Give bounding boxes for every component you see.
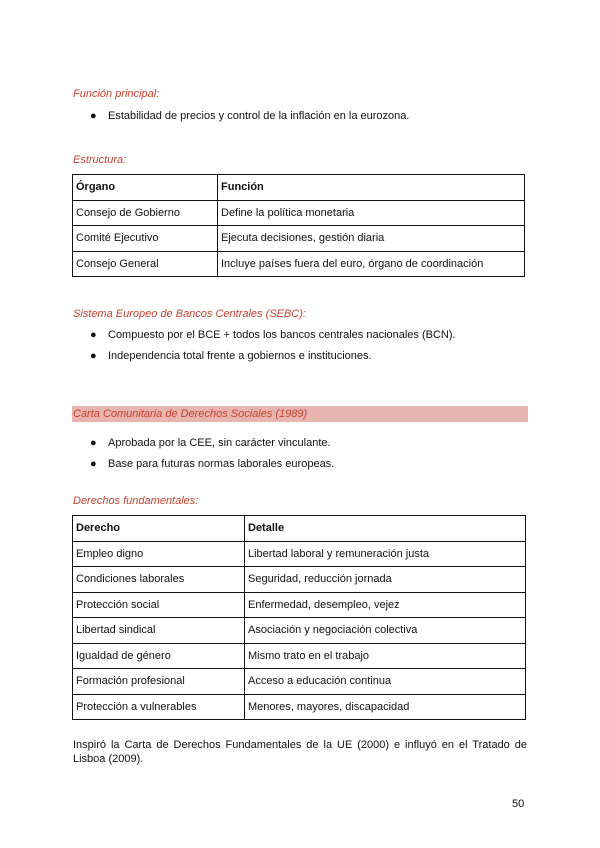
column-header: Función: [218, 175, 525, 201]
table-cell: Mismo trato en el trabajo: [245, 643, 526, 669]
table-cell: Formación profesional: [73, 669, 245, 695]
table-cell: Ejecuta decisiones, gestión diaria: [218, 226, 525, 252]
column-header: Detalle: [245, 516, 526, 542]
table-row: [73, 592, 526, 618]
closing-paragraph: Inspiró la Carta de Derechos Fundamentales de la UE (2000) e influyó en el Tratado de Lisboa (2009).: [73, 739, 527, 765]
list-item: ● Base para futuras normas laborales europeas.: [90, 458, 335, 470]
table-cell: Asociación y negociación colectiva: [245, 618, 526, 644]
table-cell: Libertad laboral y remuneración justa: [245, 541, 526, 567]
table-row: [73, 669, 526, 695]
bullet-icon: ●: [90, 329, 97, 341]
list-item: ● Independencia total frente a gobiernos e instituciones.: [90, 350, 372, 362]
bullet-icon: ●: [90, 437, 97, 449]
heading-carta-comunitaria: Carta Comunitaria de Derechos Sociales (1989): [72, 406, 528, 422]
table-cell: Incluye países fuera del euro, órgano de coordinación: [218, 251, 525, 277]
table-cell: Protección social: [73, 592, 245, 618]
table-row: [73, 541, 526, 567]
bullet-icon: ●: [90, 350, 97, 362]
table-estructura: [72, 174, 525, 277]
table-row: [73, 567, 526, 593]
table-cell: Define la política monetaria: [218, 200, 525, 226]
table-derechos: [72, 515, 526, 720]
heading-estructura: Estructura:: [73, 154, 127, 166]
table-cell: Igualdad de género: [73, 643, 245, 669]
column-header: Órgano: [73, 175, 218, 201]
list-item: ● Estabilidad de precios y control de la inflación en la eurozona.: [90, 110, 410, 122]
table-cell: Protección a vulnerables: [73, 694, 245, 720]
table-cell: Menores, mayores, discapacidad: [245, 694, 526, 720]
bullets-sebc: [90, 328, 456, 370]
table-cell: Consejo de Gobierno: [73, 200, 218, 226]
bullet-icon: ●: [90, 110, 97, 122]
table-cell: Consejo General: [73, 251, 218, 277]
table-cell: Condiciones laborales: [73, 567, 245, 593]
table-header-row: [73, 516, 526, 542]
page-number: 50: [512, 798, 525, 810]
table-row: [73, 694, 526, 720]
table-row: [73, 643, 526, 669]
table-cell: Acceso a educación continua: [245, 669, 526, 695]
table-cell: Enfermedad, desempleo, vejez: [245, 592, 526, 618]
table-cell: Libertad sindical: [73, 618, 245, 644]
table-cell: Seguridad, reducción jornada: [245, 567, 526, 593]
heading-sebc: Sistema Europeo de Bancos Centrales (SEBC):: [73, 308, 306, 320]
list-item: ● Compuesto por el BCE + todos los bancos centrales nacionales (BCN).: [90, 329, 456, 341]
table-row: [73, 226, 525, 252]
table-row: [73, 251, 525, 277]
bullets-carta: [90, 436, 334, 478]
table-header-row: [73, 175, 525, 201]
table-row: [73, 618, 526, 644]
heading-funcion-principal: Función principal:: [73, 88, 160, 100]
table-row: [73, 200, 525, 226]
table-cell: Comité Ejecutivo: [73, 226, 218, 252]
column-header: Derecho: [73, 516, 245, 542]
table-cell: Empleo digno: [73, 541, 245, 567]
bullets-funcion-principal: [90, 109, 409, 130]
bullet-icon: ●: [90, 458, 97, 470]
heading-derechos-fundamentales: Derechos fundamentales:: [73, 495, 199, 507]
list-item: ● Aprobada por la CEE, sin carácter vinculante.: [90, 437, 331, 449]
